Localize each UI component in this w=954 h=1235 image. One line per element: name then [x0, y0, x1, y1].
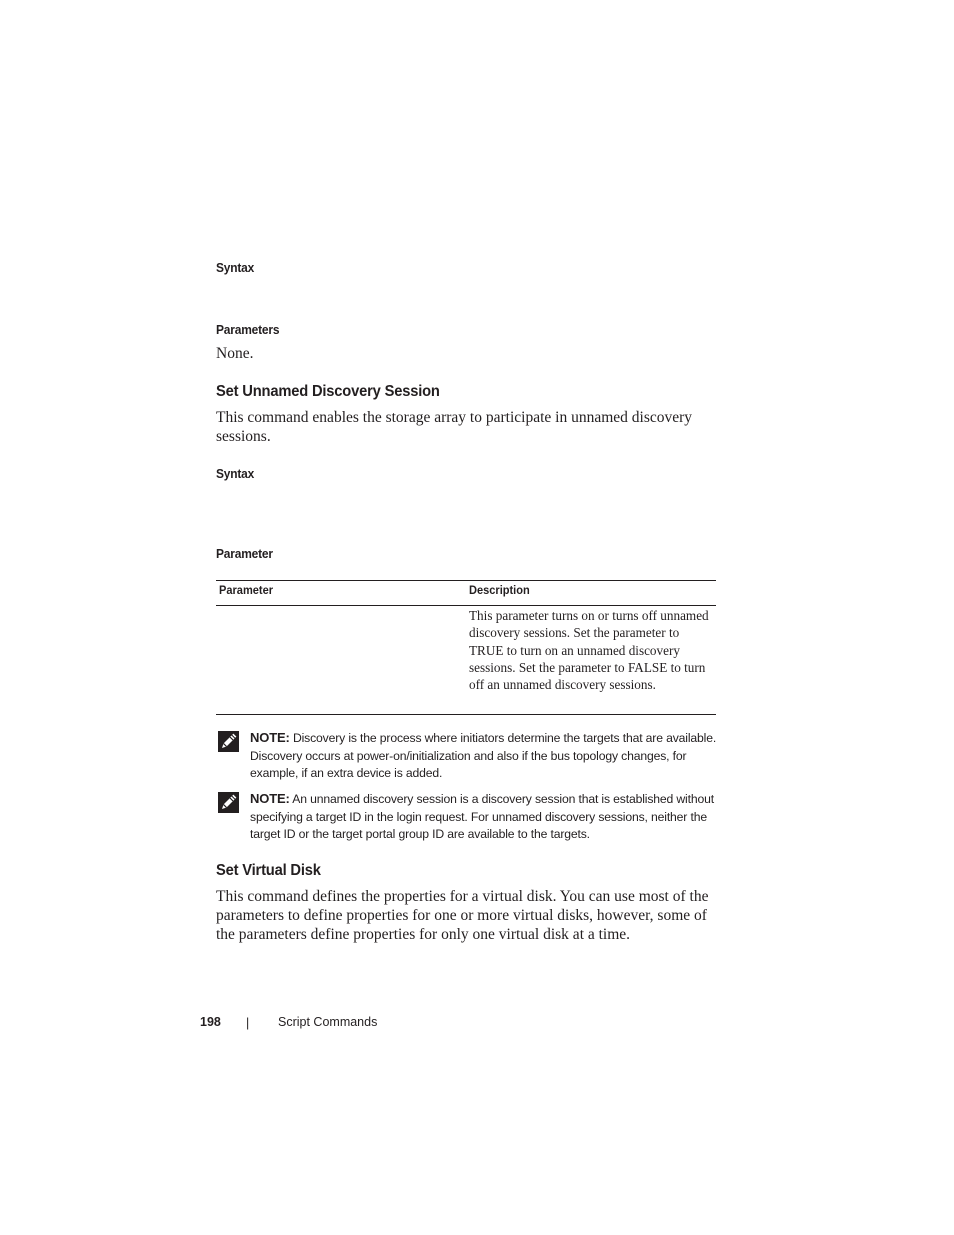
note-pencil-icon — [218, 792, 239, 813]
section-body-unnamed-discovery: This command enables the storage array to participate in unnamed discovery sessions. — [216, 409, 693, 445]
note-label: NOTE: — [250, 791, 290, 806]
table-top-rule — [216, 580, 716, 581]
note-label: NOTE: — [250, 730, 290, 745]
section-title-unnamed-discovery: Set Unnamed Discovery Session — [216, 383, 440, 400]
section-body-virtual-disk: This command defines the properties for a virtual disk. You can use most of the parameters to define properties for one or more virtual disks, however, some of the parameters define properties for only one virtual disk at a time. — [216, 888, 709, 943]
parameter-heading: Parameter — [216, 546, 273, 561]
desc-text-3: to turn off an unnamed discovery sessions. — [469, 659, 706, 693]
footer-separator: | — [246, 1016, 250, 1030]
section-title-virtual-disk: Set Virtual Disk — [216, 862, 321, 879]
note-body: Discovery is the process where initiators determine the targets that are available. Discovery occurs at power-on/initialization and also if the bus topology changes, for example, if an extra device is added. — [250, 731, 717, 781]
note-pencil-icon — [218, 731, 239, 752]
syntax-heading: Syntax — [216, 260, 255, 275]
footer-section-name: Script Commands — [278, 1015, 378, 1029]
parameters-heading: Parameters — [216, 322, 280, 337]
note-text — [250, 790, 720, 844]
parameters-value: None. — [216, 345, 254, 362]
table-header-description: Description — [469, 583, 530, 597]
table-bottom-rule — [216, 714, 716, 715]
desc-text-2: to turn on an unnamed discovery sessions. Set the parameter to — [469, 642, 680, 675]
desc-false-value: FALSE — [627, 659, 668, 675]
table-cell-description — [469, 607, 709, 693]
desc-true-value: TRUE — [469, 642, 504, 658]
note-body: An unnamed discovery session is a discovery session that is established without specifying a target ID in the login request. For unnamed discovery sessions, neither the target ID or the target portal group ID are available to the targets. — [250, 792, 714, 842]
desc-text-1: This parameter turns on or turns off unnamed discovery sessions. Set the parameter to — [469, 608, 709, 641]
note-text — [250, 729, 720, 783]
footer-page-number: 198 — [200, 1015, 221, 1029]
syntax-heading-2: Syntax — [216, 466, 255, 481]
table-header-rule — [216, 605, 716, 606]
table-header-parameter: Parameter — [219, 583, 274, 597]
